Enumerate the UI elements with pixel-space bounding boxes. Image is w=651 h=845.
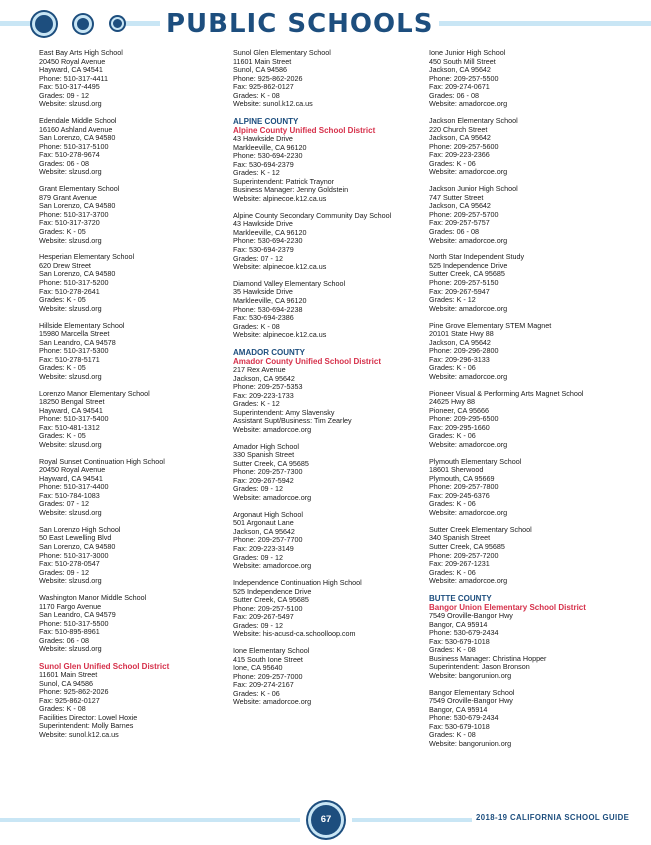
guide-title: 2018-19 CALIFORNIA SCHOOL GUIDE bbox=[476, 813, 630, 822]
website-line: Website: slzusd.org bbox=[39, 99, 102, 109]
phone-line: Phone: 530-694-2230 bbox=[233, 151, 303, 161]
address-line: Jackson, CA 95642 bbox=[429, 337, 491, 347]
phone-line: Phone: 510-317-4400 bbox=[39, 482, 109, 492]
address-line: Ione, CA 95640 bbox=[233, 663, 283, 673]
address-line: 7549 Oroville-Bangor Hwy bbox=[429, 696, 513, 706]
phone-line: Phone: 209-257-7300 bbox=[233, 467, 303, 477]
address-line: 501 Argonaut Lane bbox=[233, 518, 294, 528]
grades-line: Grades: 06 - 08 bbox=[429, 90, 479, 100]
address-line: San Lorenzo, CA 94580 bbox=[39, 269, 116, 279]
website-line: Website: bangorunion.org bbox=[429, 738, 512, 748]
website-line: Website: slzusd.org bbox=[39, 439, 102, 449]
address-line: 43 Hawkside Drive bbox=[233, 219, 293, 229]
school-entry bbox=[429, 458, 629, 518]
page-number: 67 bbox=[311, 805, 341, 835]
address-line: 20450 Royal Avenue bbox=[39, 56, 106, 66]
website-line: Website: amadorcoe.org bbox=[233, 424, 312, 434]
address-line: 18250 Bengal Street bbox=[39, 397, 105, 407]
school-name: Lorenzo Manor Elementary School bbox=[39, 388, 150, 398]
address-line: Jackson, CA 95642 bbox=[233, 373, 295, 383]
grades-line: Grades: K - 05 bbox=[39, 431, 86, 441]
district-name: Bangor Union Elementary School District bbox=[429, 603, 586, 612]
fax-line: Fax: 209-296-3133 bbox=[429, 354, 490, 364]
address-line: Hayward, CA 94541 bbox=[39, 65, 103, 75]
fax-line: Fax: 510-895-8961 bbox=[39, 627, 100, 637]
address-line: Jackson, CA 95642 bbox=[429, 65, 491, 75]
footer-rule-right bbox=[352, 818, 472, 822]
address-line: 217 Rex Avenue bbox=[233, 365, 286, 375]
staff-line: Superintendent: Molly Barnes bbox=[39, 721, 134, 731]
address-line: 20101 State Hwy 88 bbox=[429, 329, 494, 339]
grades-line: Grades: K - 06 bbox=[429, 567, 476, 577]
grades-line: Grades: K - 08 bbox=[39, 704, 86, 714]
grades-line: Grades: 09 - 12 bbox=[233, 484, 283, 494]
grades-line: Grades: 09 - 12 bbox=[233, 552, 283, 562]
grades-line: Grades: K - 12 bbox=[429, 295, 476, 305]
grades-line: Grades: K - 05 bbox=[39, 226, 86, 236]
grades-line: Grades: 06 - 08 bbox=[429, 226, 479, 236]
address-line: Sutter Creek, CA 95685 bbox=[429, 541, 505, 551]
website-line: Website: amadorcoe.org bbox=[429, 508, 508, 518]
fax-line: Fax: 209-267-5942 bbox=[233, 475, 294, 485]
school-name: Ione Elementary School bbox=[233, 646, 310, 656]
fax-line: Fax: 209-274-0671 bbox=[429, 82, 490, 92]
school-name: East Bay Arts High School bbox=[39, 48, 123, 57]
footer-rule-left bbox=[0, 818, 300, 822]
address-line: 525 Independence Drive bbox=[233, 586, 312, 596]
fax-line: Fax: 209-267-5947 bbox=[429, 286, 490, 296]
district-name: Sunol Glen Unified School District bbox=[39, 662, 170, 672]
school-entry bbox=[39, 49, 239, 109]
website-line: Website: amadorcoe.org bbox=[233, 697, 312, 707]
fax-line: Fax: 510-784-1083 bbox=[39, 490, 100, 500]
website-line: Website: sunol.k12.ca.us bbox=[233, 99, 313, 109]
website-line: Website: amadorcoe.org bbox=[429, 235, 508, 245]
fax-line: Fax: 925-862-0127 bbox=[233, 82, 294, 92]
phone-line: Phone: 209-257-5353 bbox=[233, 382, 303, 392]
website-line: Website: amadorcoe.org bbox=[233, 493, 312, 502]
address-line: 340 Spanish Street bbox=[429, 533, 491, 543]
address-line: Markleeville, CA 96120 bbox=[233, 142, 307, 152]
school-name: Jackson Elementary School bbox=[429, 116, 518, 126]
school-entry bbox=[39, 458, 239, 518]
phone-line: Phone: 209-257-5700 bbox=[429, 209, 499, 219]
directory-column-1 bbox=[39, 49, 239, 748]
address-line: 18601 Sherwood bbox=[429, 465, 484, 475]
school-entry bbox=[39, 322, 239, 382]
phone-line: Phone: 209-257-7200 bbox=[429, 550, 499, 560]
school-entry bbox=[233, 647, 433, 707]
website-line: Website: slzusd.org bbox=[39, 644, 102, 654]
district-entry bbox=[233, 117, 433, 203]
fax-line: Fax: 510-278-5171 bbox=[39, 354, 100, 364]
phone-line: Phone: 530-679-2434 bbox=[429, 628, 499, 638]
fax-line: Fax: 925-862-0127 bbox=[39, 695, 100, 705]
fax-line: Fax: 209-295-1660 bbox=[429, 422, 490, 432]
website-line: Website: slzusd.org bbox=[39, 371, 102, 381]
address-line: Sutter Creek, CA 95685 bbox=[233, 595, 309, 605]
school-entry bbox=[429, 49, 629, 109]
fax-line: Fax: 530-694-2379 bbox=[233, 159, 294, 169]
address-line: 50 East Lewelling Blvd bbox=[39, 533, 112, 543]
grades-line: Grades: K - 06 bbox=[429, 363, 476, 373]
phone-line: Phone: 209-257-5100 bbox=[233, 603, 303, 613]
phone-line: Phone: 530-679-2434 bbox=[429, 713, 499, 723]
address-line: 330 Spanish Street bbox=[233, 450, 295, 460]
address-line: Jackson, CA 95642 bbox=[429, 201, 491, 211]
website-line: Website: slzusd.org bbox=[39, 303, 102, 313]
phone-line: Phone: 510-317-5400 bbox=[39, 414, 109, 424]
school-name: Ione Junior High School bbox=[429, 48, 506, 57]
phone-line: Phone: 530-694-2238 bbox=[233, 304, 303, 314]
address-line: Jackson, CA 95642 bbox=[429, 133, 491, 143]
grades-line: Grades: K - 06 bbox=[429, 158, 476, 168]
county-heading: BUTTE COUNTY bbox=[429, 594, 492, 603]
address-line: Hayward, CA 94541 bbox=[39, 473, 103, 483]
address-line: Bangor, CA 95914 bbox=[429, 619, 488, 629]
district-entry bbox=[233, 348, 433, 434]
grades-line: Grades: K - 06 bbox=[429, 431, 476, 441]
district-entry bbox=[39, 662, 239, 739]
school-name: Pine Grove Elementary STEM Magnet bbox=[429, 320, 552, 330]
school-entry bbox=[39, 526, 239, 586]
address-line: Hayward, CA 94541 bbox=[39, 405, 103, 415]
address-line: 15980 Marcella Street bbox=[39, 329, 110, 339]
address-line: 450 South Mill Street bbox=[429, 56, 496, 66]
school-name: Diamond Valley Elementary School bbox=[233, 278, 346, 288]
website-line: Website: amadorcoe.org bbox=[429, 167, 508, 177]
staff-line: Business Manager: Christina Hopper bbox=[429, 653, 547, 663]
grades-line: Grades: 07 - 12 bbox=[39, 499, 89, 509]
phone-line: Phone: 209-257-5600 bbox=[429, 141, 499, 151]
grades-line: Grades: K - 08 bbox=[233, 90, 280, 100]
staff-line: Superintendent: Jason Bronson bbox=[429, 662, 530, 672]
fax-line: Fax: 209-257-5757 bbox=[429, 218, 490, 228]
school-entry bbox=[39, 390, 239, 450]
school-name: Hillside Elementary School bbox=[39, 320, 125, 330]
address-line: 7549 Oroville-Bangor Hwy bbox=[429, 611, 513, 620]
website-line: Website: slzusd.org bbox=[39, 167, 102, 177]
website-line: Website: amadorcoe.org bbox=[429, 371, 508, 381]
school-name: Hesperian Elementary School bbox=[39, 252, 135, 262]
website-line: Website: amadorcoe.org bbox=[429, 303, 508, 313]
address-line: Jackson, CA 95642 bbox=[233, 526, 295, 536]
grades-line: Grades: K - 08 bbox=[233, 321, 280, 331]
district-name: Alpine County Unified School District bbox=[233, 126, 376, 136]
school-entry bbox=[39, 253, 239, 313]
phone-line: Phone: 510-317-5200 bbox=[39, 278, 109, 288]
address-line: 43 Hawkside Drive bbox=[233, 134, 293, 144]
address-line: 1170 Fargo Avenue bbox=[39, 601, 102, 611]
school-entry bbox=[429, 253, 629, 313]
school-name: Alpine County Secondary Community Day School bbox=[233, 210, 392, 220]
staff-line: Business Manager: Jenny Goldstein bbox=[233, 185, 349, 195]
address-line: 11601 Main Street bbox=[39, 670, 98, 680]
address-line: Markleeville, CA 96120 bbox=[233, 227, 307, 237]
address-line: 620 Drew Street bbox=[39, 260, 91, 270]
address-line: Sutter Creek, CA 95685 bbox=[233, 458, 309, 468]
website-line: Website: amadorcoe.org bbox=[429, 576, 508, 586]
address-line: San Leandro, CA 94578 bbox=[39, 337, 116, 347]
phone-line: Phone: 510-317-3000 bbox=[39, 550, 109, 560]
phone-line: Phone: 510-317-3700 bbox=[39, 209, 109, 219]
phone-line: Phone: 209-257-5150 bbox=[429, 278, 499, 288]
school-entry bbox=[429, 117, 629, 177]
grades-line: Grades: K - 08 bbox=[429, 730, 476, 740]
school-name: Amador High School bbox=[233, 441, 299, 451]
grades-line: Grades: 09 - 12 bbox=[39, 90, 89, 100]
directory-column-2 bbox=[233, 49, 433, 715]
phone-line: Phone: 209-257-7800 bbox=[429, 482, 499, 492]
staff-line: Assistant Supt/Business: Tim Zearley bbox=[233, 416, 352, 426]
fax-line: Fax: 510-278-9674 bbox=[39, 150, 100, 160]
phone-line: Phone: 209-296-2800 bbox=[429, 346, 499, 356]
district-entry bbox=[429, 594, 629, 680]
grades-line: Grades: 06 - 08 bbox=[39, 635, 89, 645]
phone-line: Phone: 530-694-2230 bbox=[233, 236, 303, 246]
fax-line: Fax: 530-679-1018 bbox=[429, 721, 490, 731]
grades-line: Grades: 07 - 12 bbox=[233, 253, 283, 263]
address-line: Sutter Creek, CA 95685 bbox=[429, 269, 505, 279]
website-line: Website: amadorcoe.org bbox=[429, 439, 508, 449]
address-line: San Lorenzo, CA 94580 bbox=[39, 201, 116, 211]
school-entry bbox=[429, 322, 629, 382]
grades-line: Grades: 06 - 08 bbox=[39, 158, 89, 168]
fax-line: Fax: 530-694-2386 bbox=[233, 313, 294, 323]
school-name: Washington Manor Middle School bbox=[39, 593, 147, 602]
school-entry bbox=[233, 511, 433, 571]
address-line: Sunol, CA 94586 bbox=[39, 678, 93, 688]
school-name: North Star Independent Study bbox=[429, 252, 525, 262]
grades-line: Grades: K - 05 bbox=[39, 363, 86, 373]
staff-line: Superintendent: Amy Slavensky bbox=[233, 407, 335, 417]
website-line: Website: slzusd.org bbox=[39, 508, 102, 518]
fax-line: Fax: 209-274-2167 bbox=[233, 680, 294, 690]
phone-line: Phone: 510-317-5300 bbox=[39, 346, 109, 356]
fax-line: Fax: 510-317-4495 bbox=[39, 82, 100, 92]
phone-line: Phone: 510-317-5100 bbox=[39, 141, 109, 151]
fax-line: Fax: 530-694-2379 bbox=[233, 244, 294, 254]
grades-line: Grades: K - 05 bbox=[39, 295, 86, 305]
school-entry bbox=[429, 526, 629, 586]
fax-line: Fax: 510-278-0547 bbox=[39, 559, 100, 569]
staff-line: Superintendent: Patrick Traynor bbox=[233, 176, 335, 186]
staff-line: Facilities Director: Lowel Hoxie bbox=[39, 712, 138, 722]
phone-line: Phone: 209-257-5500 bbox=[429, 73, 499, 83]
address-line: 20450 Royal Avenue bbox=[39, 465, 106, 475]
school-name: Sutter Creek Elementary School bbox=[429, 524, 532, 534]
website-line: Website: slzusd.org bbox=[39, 576, 102, 586]
address-line: Pioneer, CA 95666 bbox=[429, 405, 489, 415]
fax-line: Fax: 510-317-3720 bbox=[39, 218, 100, 228]
website-line: Website: his-acusd-ca.schoolloop.com bbox=[233, 629, 356, 639]
header-dot-large bbox=[32, 12, 56, 36]
school-name: Bangor Elementary School bbox=[429, 687, 515, 697]
address-line: 220 Church Street bbox=[429, 124, 488, 134]
grades-line: Grades: K - 06 bbox=[429, 499, 476, 509]
school-entry bbox=[233, 579, 433, 639]
school-entry bbox=[429, 390, 629, 450]
grades-line: Grades: 09 - 12 bbox=[233, 620, 283, 630]
district-name: Amador County Unified School District bbox=[233, 357, 382, 367]
fax-line: Fax: 209-223-3149 bbox=[233, 544, 294, 554]
fax-line: Fax: 510-481-1312 bbox=[39, 422, 100, 432]
phone-line: Phone: 209-295-6500 bbox=[429, 414, 499, 424]
fax-line: Fax: 209-223-1733 bbox=[233, 390, 294, 400]
school-entry bbox=[233, 212, 433, 272]
directory-column-3 bbox=[429, 49, 629, 757]
grades-line: Grades: K - 06 bbox=[233, 688, 280, 698]
header-dot-medium bbox=[74, 15, 92, 33]
grades-line: Grades: K - 12 bbox=[233, 168, 280, 178]
phone-line: Phone: 925-862-2026 bbox=[39, 687, 109, 697]
school-name: Royal Sunset Continuation High School bbox=[39, 456, 165, 466]
address-line: 16160 Ashland Avenue bbox=[39, 124, 113, 134]
school-name: Sunol Glen Elementary School bbox=[233, 48, 331, 57]
phone-line: Phone: 209-257-7000 bbox=[233, 671, 303, 681]
address-line: San Leandro, CA 94579 bbox=[39, 610, 116, 620]
phone-line: Phone: 925-862-2026 bbox=[233, 73, 303, 83]
phone-line: Phone: 510-317-5500 bbox=[39, 618, 109, 628]
address-line: San Lorenzo, CA 94580 bbox=[39, 541, 116, 551]
website-line: Website: amadorcoe.org bbox=[429, 99, 508, 109]
address-line: 11601 Main Street bbox=[233, 56, 292, 66]
phone-line: Phone: 209-257-7700 bbox=[233, 535, 303, 545]
school-entry bbox=[39, 185, 239, 245]
school-name: Jackson Junior High School bbox=[429, 184, 518, 194]
grades-line: Grades: 09 - 12 bbox=[39, 567, 89, 577]
fax-line: Fax: 209-267-5497 bbox=[233, 612, 294, 622]
website-line: Website: alpinecoe.k12.ca.us bbox=[233, 330, 327, 340]
address-line: 747 Sutter Street bbox=[429, 192, 484, 202]
header-dot-small bbox=[111, 17, 124, 30]
website-line: Website: slzusd.org bbox=[39, 235, 102, 245]
website-line: Website: sunol.k12.ca.us bbox=[39, 729, 119, 739]
address-line: 525 Independence Drive bbox=[429, 260, 508, 270]
website-line: Website: alpinecoe.k12.ca.us bbox=[233, 262, 327, 272]
county-heading: AMADOR COUNTY bbox=[233, 348, 305, 358]
school-entry bbox=[233, 280, 433, 340]
school-entry bbox=[39, 117, 239, 177]
school-name: Edendale Middle School bbox=[39, 116, 117, 126]
address-line: 24625 Hwy 88 bbox=[429, 397, 475, 407]
website-line: Website: alpinecoe.k12.ca.us bbox=[233, 193, 327, 203]
address-line: San Lorenzo, CA 94580 bbox=[39, 133, 116, 143]
school-name: Pioneer Visual & Performing Arts Magnet School bbox=[429, 388, 584, 398]
school-entry bbox=[39, 594, 239, 654]
school-entry bbox=[233, 443, 433, 503]
school-name: Argonaut High School bbox=[233, 509, 303, 519]
address-line: Plymouth, CA 95669 bbox=[429, 473, 495, 483]
school-entry bbox=[233, 49, 433, 109]
school-name: Plymouth Elementary School bbox=[429, 456, 522, 466]
county-heading: ALPINE COUNTY bbox=[233, 117, 299, 127]
grades-line: Grades: K - 12 bbox=[233, 399, 280, 409]
website-line: Website: bangorunion.org bbox=[429, 670, 512, 680]
grades-line: Grades: K - 08 bbox=[429, 645, 476, 655]
page-title: PUBLIC SCHOOLS bbox=[160, 6, 439, 42]
school-name: Grant Elementary School bbox=[39, 184, 120, 194]
school-entry bbox=[429, 185, 629, 245]
address-line: 415 South Ione Street bbox=[233, 654, 303, 664]
address-line: Bangor, CA 95914 bbox=[429, 704, 488, 714]
fax-line: Fax: 209-223-2366 bbox=[429, 150, 490, 160]
school-entry bbox=[429, 689, 629, 749]
address-line: 35 Hawkside Drive bbox=[233, 287, 293, 297]
fax-line: Fax: 510-278-2641 bbox=[39, 286, 100, 296]
address-line: 879 Grant Avenue bbox=[39, 192, 97, 202]
fax-line: Fax: 530-679-1018 bbox=[429, 636, 490, 646]
school-name: Independence Continuation High School bbox=[233, 577, 362, 587]
phone-line: Phone: 510-317-4411 bbox=[39, 73, 109, 83]
school-name: San Lorenzo High School bbox=[39, 524, 121, 534]
fax-line: Fax: 209-245-6376 bbox=[429, 490, 490, 500]
fax-line: Fax: 209-267-1231 bbox=[429, 559, 490, 569]
website-line: Website: amadorcoe.org bbox=[233, 561, 312, 571]
address-line: Sunol, CA 94586 bbox=[233, 65, 287, 75]
address-line: Markleeville, CA 96120 bbox=[233, 296, 307, 306]
